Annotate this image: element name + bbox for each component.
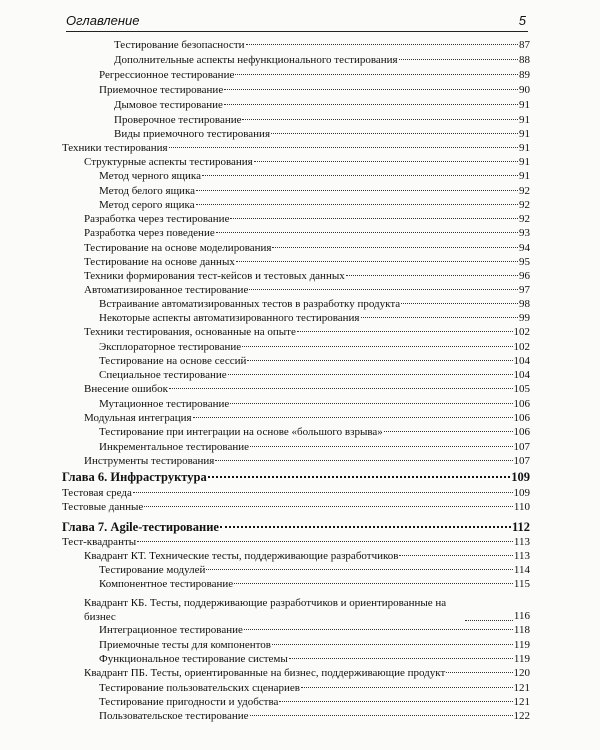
dot-leader bbox=[361, 317, 519, 318]
dot-leader bbox=[446, 672, 512, 673]
page-number: 5 bbox=[518, 13, 526, 28]
toc-entry[interactable] bbox=[62, 141, 530, 156]
toc-entry-title: Тестирование на основе данных bbox=[84, 256, 235, 268]
dot-leader bbox=[169, 388, 513, 389]
toc-page-number: 91 bbox=[519, 142, 530, 154]
toc-page-number: 105 bbox=[513, 383, 530, 395]
dot-leader bbox=[234, 583, 513, 584]
toc-page-number: 94 bbox=[519, 242, 530, 254]
toc-entry[interactable] bbox=[62, 311, 530, 326]
toc-entry[interactable] bbox=[62, 68, 530, 83]
toc-entry-title: Метод черного ящика bbox=[99, 170, 201, 182]
toc-entry-title: Функциональное тестирование системы bbox=[99, 653, 288, 665]
toc-entry[interactable] bbox=[62, 325, 530, 340]
toc-entry[interactable] bbox=[62, 577, 530, 592]
toc-page-number: 92 bbox=[519, 199, 530, 211]
page-header bbox=[66, 13, 528, 32]
toc-entry[interactable] bbox=[62, 98, 530, 113]
toc-entry-title: Тестирование безопасности bbox=[114, 39, 245, 51]
dot-leader bbox=[236, 261, 518, 262]
toc-entry[interactable] bbox=[62, 397, 530, 412]
toc-page-number: 92 bbox=[519, 213, 530, 225]
dot-leader bbox=[247, 360, 512, 361]
toc-entry[interactable] bbox=[62, 681, 530, 696]
toc-entry-title: Компонентное тестирование bbox=[99, 578, 234, 590]
toc-page-number: 93 bbox=[519, 227, 530, 239]
dot-leader bbox=[196, 204, 518, 205]
toc-page-number: 115 bbox=[513, 578, 530, 590]
toc-entry-title: Тест-квадранты bbox=[62, 536, 137, 548]
dot-leader bbox=[208, 476, 511, 478]
toc-entry-title: Разработка через тестирование bbox=[84, 213, 230, 225]
toc-entry-title: Тестирование пригодности и удобства bbox=[99, 696, 279, 708]
toc-entry[interactable] bbox=[62, 368, 530, 383]
toc-entry[interactable] bbox=[62, 255, 530, 270]
toc-entry[interactable] bbox=[62, 623, 530, 638]
toc-page-number: 109 bbox=[511, 470, 530, 484]
dot-leader bbox=[301, 687, 513, 688]
toc-entry[interactable] bbox=[62, 38, 530, 53]
toc-page-number: 102 bbox=[513, 341, 530, 353]
dot-leader bbox=[230, 218, 518, 219]
toc-entry[interactable] bbox=[62, 53, 530, 68]
dot-leader bbox=[228, 374, 513, 375]
toc-entry-title: Пользовательское тестирование bbox=[99, 710, 249, 722]
toc-page-number: 118 bbox=[513, 624, 530, 636]
toc-chapter[interactable] bbox=[62, 468, 530, 486]
toc-page-number: 121 bbox=[513, 682, 530, 694]
toc-page-number: 96 bbox=[519, 270, 530, 282]
running-title: Оглавление bbox=[66, 13, 140, 28]
dot-leader bbox=[242, 119, 518, 120]
dot-leader bbox=[246, 44, 518, 45]
dot-leader bbox=[224, 89, 518, 90]
toc-entry-title: Тестирование на основе моделирования bbox=[84, 242, 272, 254]
toc-entry[interactable] bbox=[62, 454, 530, 469]
toc-entry[interactable] bbox=[62, 500, 530, 515]
toc-page-number: 113 bbox=[513, 550, 530, 562]
toc-entry-title: Приемочное тестирование bbox=[99, 84, 224, 96]
toc-entry-title: Тестовые данные bbox=[62, 501, 144, 513]
toc-entry[interactable] bbox=[62, 155, 530, 170]
toc-page-number: 107 bbox=[513, 455, 530, 467]
toc-entry-title: Глава 6. Инфраструктура bbox=[62, 470, 207, 484]
toc-page-number: 97 bbox=[519, 284, 530, 296]
toc-entry-title: Некоторые аспекты автоматизированного тестирования bbox=[99, 312, 360, 324]
toc-entry-title: Квадрант КБ. Тесты, поддерживающие разработчиков и ориентированные на бизнес bbox=[84, 597, 447, 623]
toc-entry-title: Техники тестирования, основанные на опыте bbox=[84, 326, 296, 338]
toc-entry-title: Разработка через поведение bbox=[84, 227, 215, 239]
dot-leader bbox=[272, 644, 513, 645]
toc-entry[interactable] bbox=[62, 440, 530, 455]
dot-leader bbox=[224, 104, 518, 105]
toc-entry-title: Тестовая среда bbox=[62, 487, 132, 499]
dot-leader bbox=[297, 331, 513, 332]
toc-entry-title: Дымовое тестирование bbox=[114, 99, 223, 111]
toc-entry-title: Инкрементальное тестирование bbox=[99, 441, 249, 453]
toc-entry[interactable] bbox=[62, 535, 530, 550]
toc-page-number: 91 bbox=[519, 114, 530, 126]
dot-leader bbox=[137, 541, 513, 542]
toc-page-number: 91 bbox=[519, 170, 530, 182]
toc-page-number: 110 bbox=[513, 501, 530, 513]
toc-page-number: 122 bbox=[513, 710, 530, 722]
dot-leader bbox=[272, 247, 518, 248]
toc-page-number: 113 bbox=[513, 536, 530, 548]
toc-page-number: 87 bbox=[519, 39, 530, 51]
toc-page-number: 104 bbox=[513, 369, 530, 381]
toc-page-number: 92 bbox=[519, 185, 530, 197]
toc-entry[interactable] bbox=[62, 269, 530, 284]
toc-entry-title: Внесение ошибок bbox=[84, 383, 168, 395]
toc-entry-title: Автоматизированное тестирование bbox=[84, 284, 249, 296]
dot-leader bbox=[144, 506, 513, 507]
toc-page-number: 121 bbox=[513, 696, 530, 708]
toc-entry[interactable] bbox=[62, 563, 530, 578]
toc-entry-title: Модульная интеграция bbox=[84, 412, 192, 424]
toc-entry-title: Тестирование на основе сессий bbox=[99, 355, 247, 367]
toc-entry-title: Метод серого ящика bbox=[99, 199, 195, 211]
dot-leader bbox=[346, 275, 518, 276]
toc-entry[interactable] bbox=[62, 127, 530, 142]
dot-leader bbox=[202, 175, 518, 176]
toc-entry-title: Приемочные тесты для компонентов bbox=[99, 639, 271, 651]
dot-leader bbox=[250, 446, 513, 447]
toc-entry-title: Регрессионное тестирование bbox=[99, 69, 235, 81]
toc-entry[interactable] bbox=[62, 695, 530, 710]
dot-leader bbox=[230, 403, 512, 404]
toc-entry-title: Эксплораторное тестирование bbox=[99, 341, 242, 353]
toc-entry-title: Инструменты тестирования bbox=[84, 455, 215, 467]
toc-entry[interactable] bbox=[62, 486, 530, 501]
dot-leader bbox=[244, 629, 513, 630]
toc-page-number: 120 bbox=[513, 667, 530, 679]
toc-entry-title: Интеграционное тестирование bbox=[99, 624, 243, 636]
toc-entry[interactable] bbox=[62, 113, 530, 128]
toc-entry[interactable] bbox=[62, 666, 530, 681]
toc-entry[interactable] bbox=[62, 354, 530, 369]
toc-entry-title: Квадрант ПБ. Тесты, ориентированные на бизнес, поддерживающие продукт bbox=[84, 667, 446, 679]
toc-entry-title: Техники тестирования bbox=[62, 142, 168, 154]
dot-leader bbox=[206, 569, 513, 570]
toc-page-number: 114 bbox=[513, 564, 530, 576]
toc-entry[interactable] bbox=[62, 382, 530, 397]
dot-leader bbox=[279, 701, 512, 702]
toc-page-number: 91 bbox=[519, 99, 530, 111]
toc-entry-title: Глава 7. Agile-тестирование bbox=[62, 520, 219, 534]
toc-entry-title: Виды приемочного тестирования bbox=[114, 128, 271, 140]
toc-entry-title: Техники формирования тест-кейсов и тестовых данных bbox=[84, 270, 345, 282]
toc-entry-title: Специальное тестирование bbox=[99, 369, 227, 381]
dot-leader bbox=[196, 190, 518, 191]
toc-entry-title: Метод белого ящика bbox=[99, 185, 195, 197]
dot-leader bbox=[235, 74, 518, 75]
toc-page-number: 119 bbox=[513, 639, 530, 651]
toc-entry[interactable] bbox=[62, 340, 530, 355]
toc-page-number: 109 bbox=[513, 487, 530, 499]
dot-leader bbox=[250, 715, 513, 716]
toc-page-number: 98 bbox=[519, 298, 530, 310]
dot-leader bbox=[401, 303, 518, 304]
toc-page-number: 88 bbox=[519, 54, 530, 66]
toc-entry[interactable] bbox=[62, 283, 530, 298]
toc-entry-title: Мутационное тестирование bbox=[99, 398, 230, 410]
toc-entry[interactable] bbox=[62, 212, 530, 227]
toc-page-number: 112 bbox=[511, 520, 530, 534]
toc-page-number: 91 bbox=[519, 156, 530, 168]
toc-entry[interactable] bbox=[62, 226, 530, 241]
toc-entry-title: Встраивание автоматизированных тестов в разработку продукта bbox=[99, 298, 401, 310]
dot-leader bbox=[193, 417, 513, 418]
toc-entry-title: Тестирование модулей bbox=[99, 564, 206, 576]
toc-entry-title: Проверочное тестирование bbox=[114, 114, 242, 126]
dot-leader bbox=[216, 232, 518, 233]
toc-page-number: 102 bbox=[513, 326, 530, 338]
toc-entry[interactable] bbox=[62, 83, 530, 98]
toc-page-number: 99 bbox=[519, 312, 530, 324]
toc-entry[interactable] bbox=[62, 198, 530, 213]
toc-page-number: 90 bbox=[519, 84, 530, 96]
toc-page-number: 107 bbox=[513, 441, 530, 453]
toc-entry-title: Дополнительные аспекты нефункционального тестирования bbox=[114, 54, 398, 66]
dot-leader bbox=[271, 133, 518, 134]
toc-entry[interactable] bbox=[62, 425, 530, 440]
toc-entry[interactable] bbox=[62, 652, 530, 667]
dot-leader bbox=[384, 431, 513, 432]
dot-leader bbox=[465, 620, 513, 621]
dot-leader bbox=[220, 526, 511, 528]
toc-entry[interactable] bbox=[62, 594, 530, 624]
toc-page-number: 95 bbox=[519, 256, 530, 268]
toc-page-number: 106 bbox=[513, 426, 530, 438]
toc-page-number: 89 bbox=[519, 69, 530, 81]
dot-leader bbox=[289, 658, 513, 659]
toc-entry[interactable] bbox=[62, 411, 530, 426]
dot-leader bbox=[133, 492, 513, 493]
toc-entry-title: Структурные аспекты тестирования bbox=[84, 156, 253, 168]
dot-leader bbox=[399, 59, 518, 60]
toc-page-number: 116 bbox=[513, 610, 530, 622]
toc-entry[interactable] bbox=[62, 549, 530, 564]
toc-entry[interactable] bbox=[62, 241, 530, 256]
toc-entry[interactable] bbox=[62, 709, 530, 724]
toc-page-number: 119 bbox=[513, 653, 530, 665]
dot-leader bbox=[254, 161, 518, 162]
dot-leader bbox=[249, 289, 518, 290]
toc-entry-title: Тестирование при интеграции на основе «большого взрыва» bbox=[99, 426, 383, 438]
toc-page-number: 104 bbox=[513, 355, 530, 367]
toc-entry[interactable] bbox=[62, 169, 530, 184]
toc-page-number: 106 bbox=[513, 398, 530, 410]
dot-leader bbox=[169, 147, 518, 148]
toc-page-number: 91 bbox=[519, 128, 530, 140]
toc-chapter[interactable] bbox=[62, 518, 530, 536]
dot-leader bbox=[242, 346, 512, 347]
dot-leader bbox=[215, 460, 512, 461]
toc-entry[interactable] bbox=[62, 184, 530, 199]
dot-leader bbox=[399, 555, 512, 556]
toc-entry[interactable] bbox=[62, 297, 530, 312]
toc-entry-title: Тестирование пользовательских сценариев bbox=[99, 682, 300, 694]
toc-entry[interactable] bbox=[62, 638, 530, 653]
toc-page-number: 106 bbox=[513, 412, 530, 424]
toc-entry-title: Квадрант КТ. Технические тесты, поддерживающие разработчиков bbox=[84, 550, 399, 562]
